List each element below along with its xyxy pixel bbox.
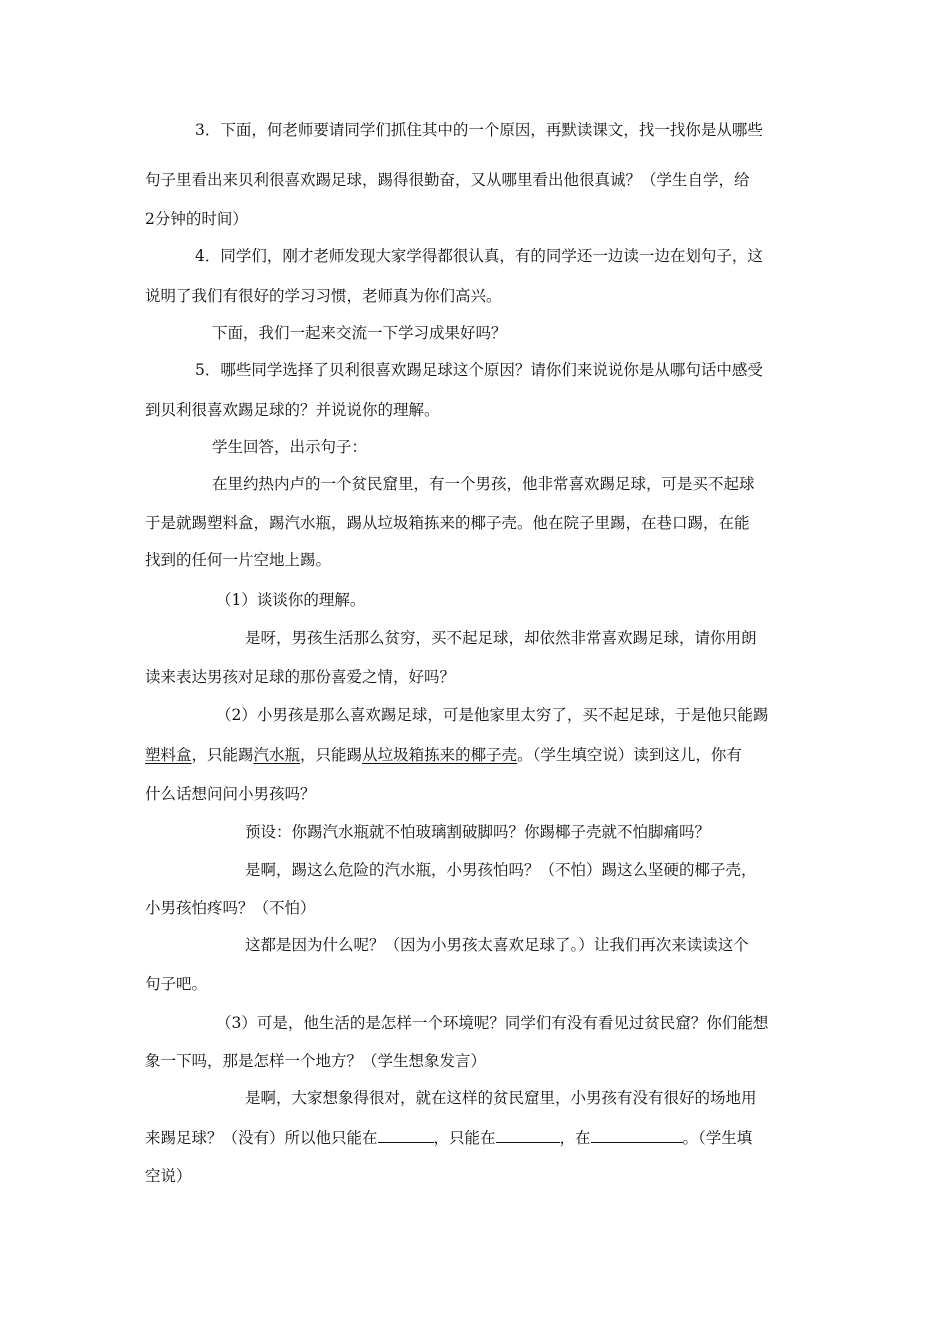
p4-line-2: 说明了我们有很好的学习习惯，老师真为你们高兴。 [145, 287, 502, 305]
section-2-line-2-a: ，只能踢 [191, 746, 254, 764]
section-3-line-4-a: 来踢足球？（没有）所以他只能在 [145, 1129, 378, 1147]
section-2-line-2-b: ，只能踢 [300, 746, 363, 764]
section-2-line-6: 小男孩怕疼吗？（不怕） [145, 899, 316, 917]
p4-line-1: 4．同学们，刚才老师发现大家学得都很认真，有的同学还一边读一边在划句子，这 [195, 247, 763, 265]
fill-blank-3 [591, 1128, 683, 1143]
p5-line-3: 学生回答，出示句子： [212, 438, 368, 456]
section-3-line-5: 空说） [145, 1167, 192, 1185]
section-2-line-2 [145, 745, 742, 765]
fill-blank-2 [496, 1128, 560, 1143]
section-1-heading: （1）谈谈你的理解。 [216, 591, 366, 609]
section-2-line-2-c: 。（学生填空说）读到这儿，你有 [517, 746, 742, 764]
section-2-line-5: 是啊，踢这么危险的汽水瓶，小男孩怕吗？（不怕）踢这么坚硬的椰子壳， [245, 861, 757, 879]
section-1-line-2: 读来表达男孩对足球的那份喜爱之情，好吗？ [145, 668, 456, 686]
section-3-line-4-d: 。（学生填 [682, 1129, 753, 1147]
p3-line-3: 2分钟的时间） [145, 210, 248, 228]
answer-coconut-shell: 从垃圾箱拣来的椰子壳 [362, 746, 518, 764]
answer-plastic-box: 塑料盒 [145, 746, 192, 764]
section-3-line-4-c: ，在 [559, 1129, 591, 1147]
section-3-line-1: （3）可是，他生活的是怎样一个环境呢？同学们有没有看见过贫民窟？你们能想 [216, 1014, 769, 1032]
quote-line-2: 于是就踢塑料盒，踢汽水瓶，踢从垃圾箱拣来的椰子壳。他在院子里踢，在巷口踢，在能 [145, 514, 750, 532]
section-3-line-2: 象一下吗，那是怎样一个地方？（学生想象发言） [145, 1052, 487, 1070]
section-2-line-1: （2）小男孩是那么喜欢踢足球，可是他家里太穷了，买不起足球，于是他只能踢 [216, 706, 769, 724]
p4-line-3: 下面，我们一起来交流一下学习成果好吗？ [212, 324, 507, 342]
p5-line-1: 5．哪些同学选择了贝利很喜欢踢足球这个原因？请你们来说说你是从哪句话中感受 [195, 361, 763, 379]
section-3-line-3: 是啊，大家想象得很对，就在这样的贫民窟里，小男孩有没有很好的场地用 [245, 1089, 757, 1107]
section-3-line-4 [145, 1128, 752, 1148]
section-2-line-3: 什么话想问问小男孩吗？ [145, 785, 316, 803]
p5-line-2: 到贝利很喜欢踢足球的？并说说你的理解。 [145, 401, 440, 419]
section-1-line-1: 是呀，男孩生活那么贫穷，买不起足球，却依然非常喜欢踢足球，请你用朗 [245, 629, 757, 647]
section-3-line-4-b: ，只能在 [433, 1129, 496, 1147]
quote-line-3: 找到的任何一片空地上踢。 [145, 551, 332, 569]
section-2-line-8: 句子吧。 [145, 975, 208, 993]
fill-blank-1 [378, 1128, 434, 1143]
p3-line-1: 3．下面，何老师要请同学们抓住其中的一个原因，再默读课文，找一找你是从哪些 [195, 121, 763, 139]
p3-line-2: 句子里看出来贝利很喜欢踢足球，踢得很勤奋，又从哪里看出他很真诚？（学生自学，给 [145, 171, 750, 189]
answer-soda-bottle: 汽水瓶 [253, 746, 301, 764]
section-2-line-4: 预设：你踢汽水瓶就不怕玻璃割破脚吗？你踢椰子壳就不怕脚痛吗？ [245, 823, 711, 841]
quote-line-1: 在里约热内卢的一个贫民窟里，有一个男孩，他非常喜欢踢足球，可是买不起球 [212, 475, 755, 493]
section-2-line-7: 这都是因为什么呢？（因为小男孩太喜欢足球了。）让我们再次来读读这个 [245, 936, 749, 954]
